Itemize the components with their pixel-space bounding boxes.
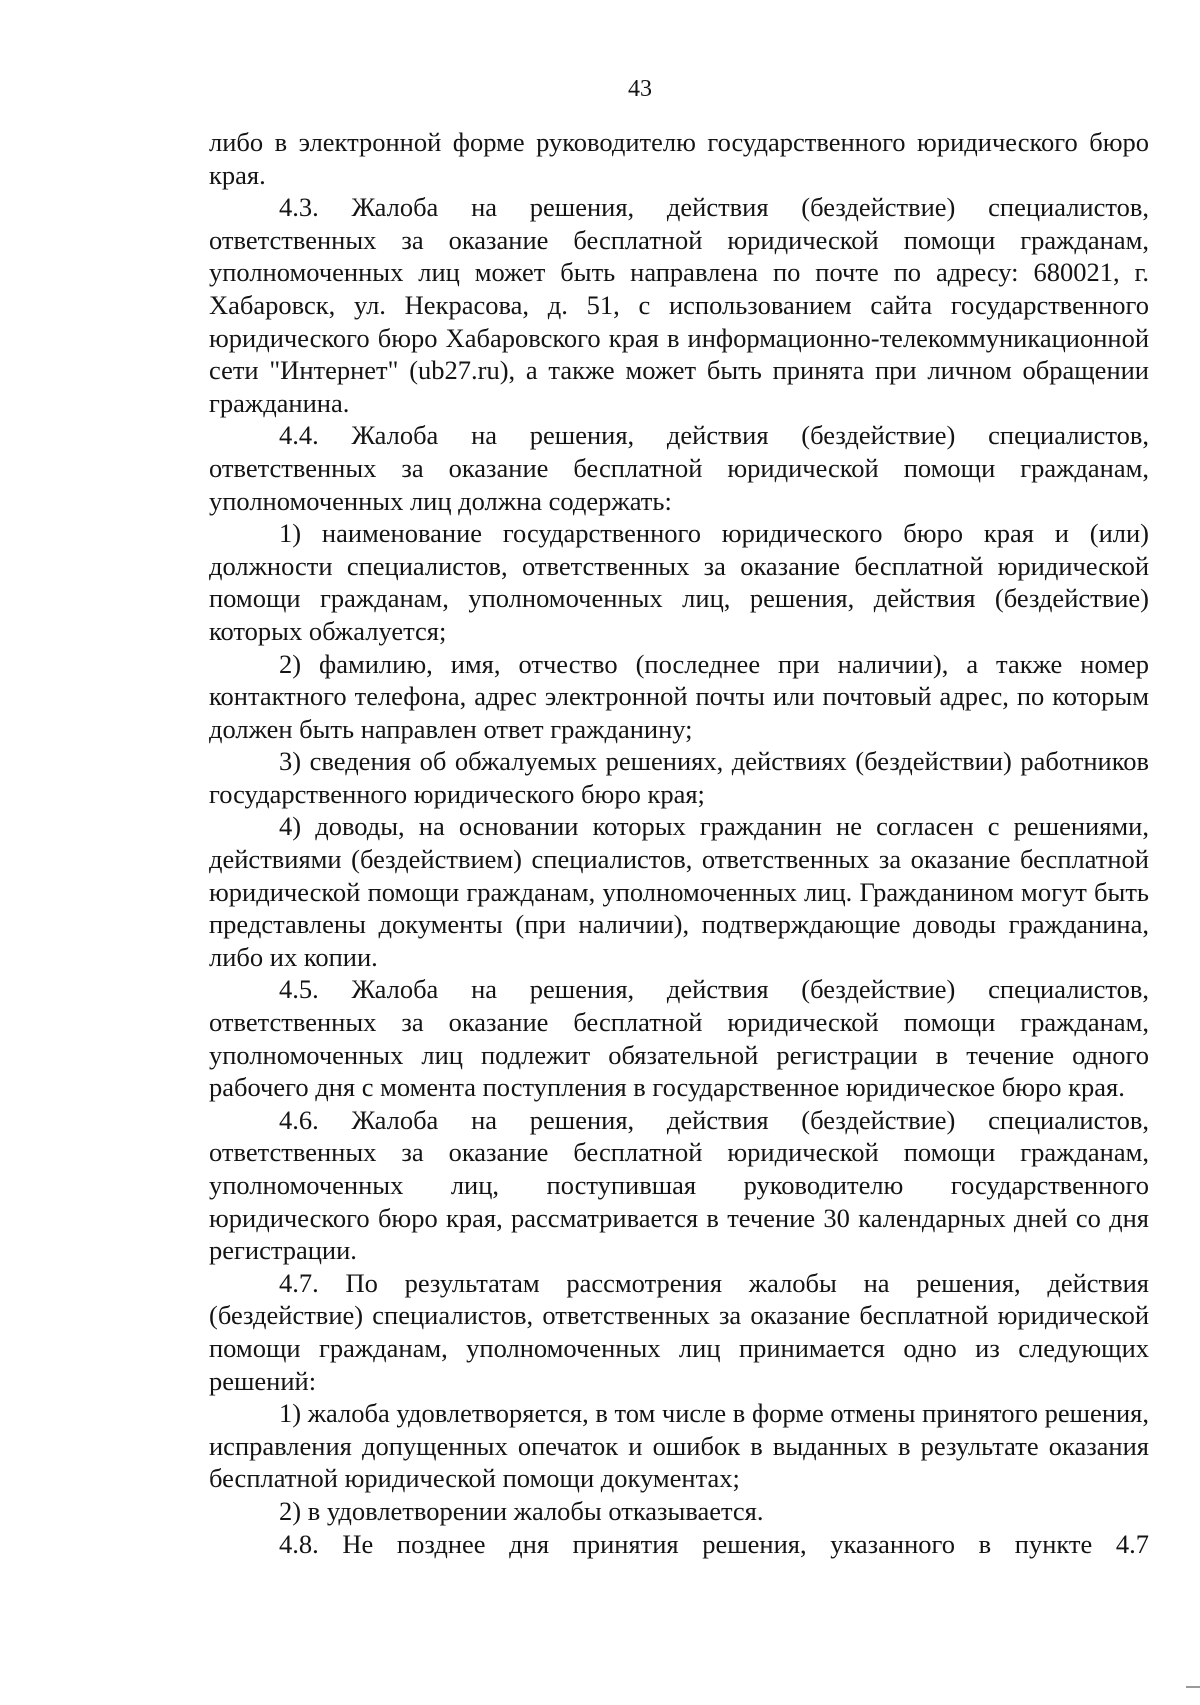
page-number: 43 [628,76,652,102]
paragraph-4-7: 4.7. По результатам рассмотрения жалобы на решения, действия (бездействие) специалистов, ответственных за оказание бесплатной юридической помощи гражданам, уполномоченных лиц принимается одно из следующих решений: [209,1267,1149,1396]
paragraph-4-3: 4.3. Жалоба на решения, действия (бездействие) специалистов, ответственных за оказание бесплатной юридической помощи гражданам, уполномоченных лиц может быть направлена по почте по адресу: 680021, г. Хабаровск, ул. Некрасова, д. 51, с использованием сайта государственного юридического бюро Хабаровского края в информационно-телекоммуникационной сети "Интернет" (ub27.ru), а также может быть принята при личном обращении гражданина. [209,192,1149,418]
paragraph-continuation: либо в электронной форме руководителю государственного юридического бюро края. [209,127,1149,190]
paragraph-4-4-item-4: 4) доводы, на основании которых гражданин не согласен с решениями, действиями (бездействием) специалистов, ответственных за оказание бесплатной юридической помощи гражданам, уполномоченных лиц. Гражданином могут быть представлены документы (при наличии), подтверждающие доводы гражданина, либо их копии. [209,811,1149,972]
paragraph-4-7-item-1: 1) жалоба удовлетворяется, в том числе в форме отмены принятого решения, исправления допущенных опечаток и ошибок в выданных в результате оказания бесплатной юридической помощи документах; [209,1398,1149,1494]
document-body [209,126,1149,1560]
paragraph-4-4-item-3: 3) сведения об обжалуемых решениях, действиях (бездействии) работников государственного юридического бюро края; [209,746,1149,809]
paragraph-4-8: 4.8. Не позднее дня принятия решения, указанного в пункте 4.7 [279,1528,1149,1559]
paragraph-4-4-item-1: 1) наименование государственного юридического бюро края и (или) должности специалистов, ответственных за оказание бесплатной юридической помощи гражданам, уполномоченных лиц, решения, действия (бездействие) которых обжалуется; [209,518,1149,646]
paragraph-4-4: 4.4. Жалоба на решения, действия (бездействие) специалистов, ответственных за оказание бесплатной юридической помощи гражданам, уполномоченных лиц должна содержать: [209,420,1149,516]
paragraph-4-5: 4.5. Жалоба на решения, действия (бездействие) специалистов, ответственных за оказание бесплатной юридической помощи гражданам, уполномоченных лиц подлежит обязательной регистрации в течение одного рабочего дня с момента поступления в государственное юридическое бюро края. [209,974,1149,1103]
paragraph-4-4-item-2: 2) фамилию, имя, отчество (последнее при наличии), а также номер контактного телефона, адрес электронной почты или почтовый адрес, по которым должен быть направлен ответ гражданину; [209,648,1149,744]
paragraph-4-7-item-2: 2) в удовлетворении жалобы отказывается. [279,1495,764,1526]
paragraph-4-6: 4.6. Жалоба на решения, действия (бездействие) специалистов, ответственных за оказание бесплатной юридической помощи гражданам, уполномоченных лиц, поступившая руководителю государственного юридического бюро края, рассматривается в течение 30 календарных дней со дня регистрации. [209,1104,1149,1266]
scan-edge-mark [1186,1686,1200,1688]
